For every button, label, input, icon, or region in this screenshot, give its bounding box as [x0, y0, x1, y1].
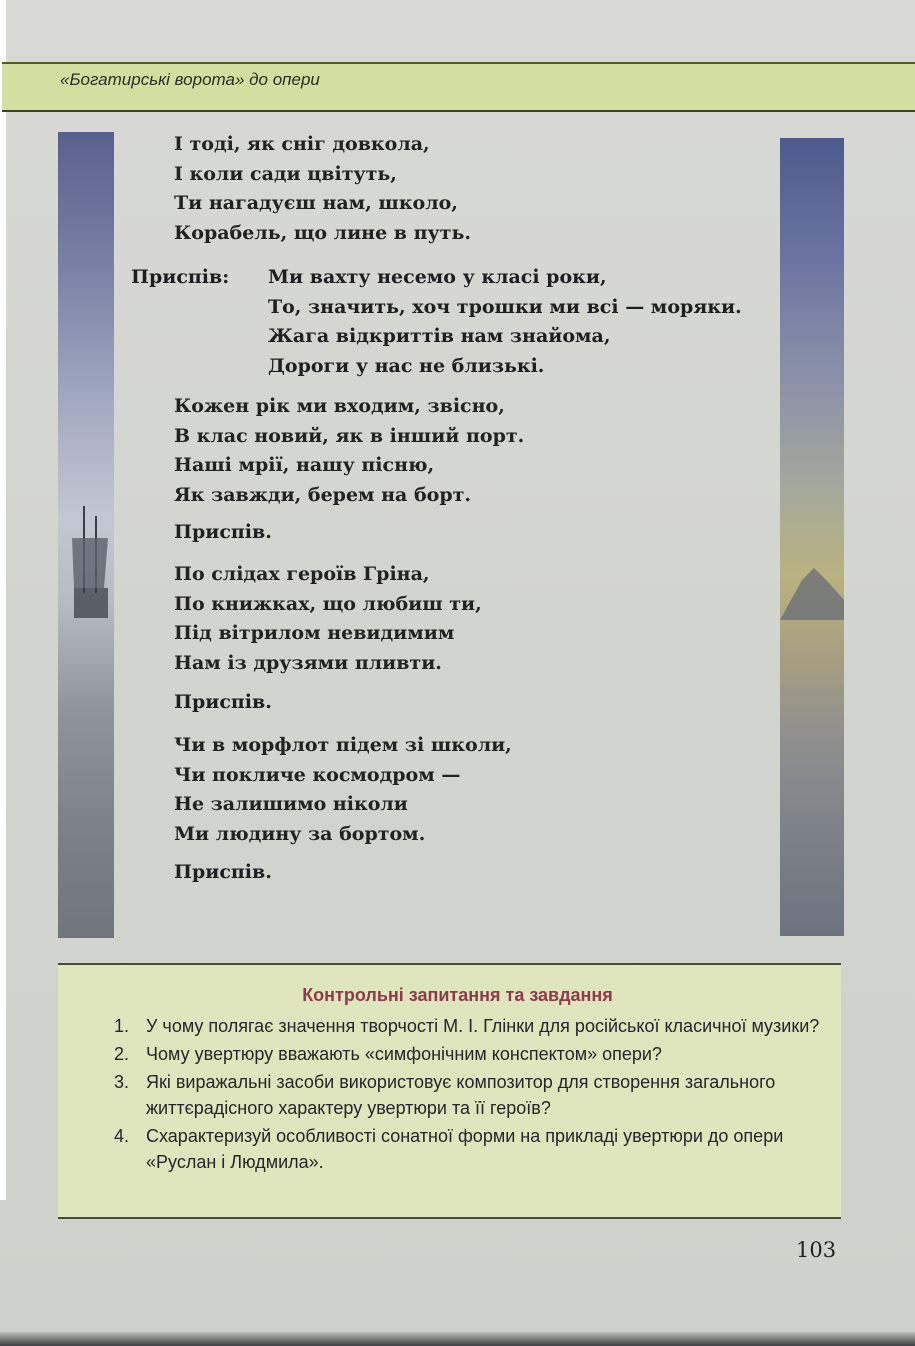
stanza-2: [174, 392, 524, 510]
chorus-reference: Приспів.: [174, 861, 272, 883]
question-item: [114, 1069, 824, 1121]
verse-line: І тоді, як сніг довкола,: [174, 133, 430, 155]
verse-line: Нам із друзями пливти.: [174, 651, 442, 674]
refrain: [268, 263, 742, 381]
verse-line: Чи в морфлот підем зі школи,: [174, 734, 512, 756]
verse-line: Ми людину за бортом.: [174, 822, 426, 845]
verse-line: Як завжди, берем на борт.: [174, 483, 472, 506]
page-number: 103: [796, 1238, 837, 1262]
painting-strip-right: [780, 138, 844, 936]
running-header: «Богатирські ворота» до опери: [60, 70, 320, 89]
question-item: [114, 1041, 824, 1067]
stanza-3: [174, 560, 482, 678]
verse-line: Чи покличе космодром —: [174, 763, 461, 786]
chorus-reference: Приспів.: [174, 691, 272, 713]
question-text: Чому увертюру вважають «симфонічним конспектом» опери?: [146, 1044, 662, 1064]
question-number: 3.: [114, 1072, 130, 1092]
question-number: 4.: [114, 1126, 130, 1146]
questions-list: [114, 1013, 824, 1177]
refrain-line: То, значить, хоч трошки ми всі — моряки.: [268, 295, 742, 318]
verse-line: І коли сади цвітуть,: [174, 162, 397, 185]
question-text: Які виражальні засоби використовує композитор для створення загального життєрадісного характеру увертюри та її героїв?: [146, 1072, 776, 1118]
questions-title: Контрольні запитання та завдання: [302, 985, 613, 1005]
refrain-label: Приспів:: [131, 266, 230, 288]
refrain-line: Дороги у нас не близькі.: [268, 354, 545, 377]
sailing-ship-icon: [64, 498, 112, 638]
stanza-4: [174, 731, 512, 849]
verse-line: Корабель, що лине в путь.: [174, 221, 471, 244]
stanza-1: [174, 130, 471, 248]
verse-line: По книжках, що любиш ти,: [174, 592, 482, 615]
chorus-reference: Приспів.: [174, 521, 272, 543]
verse-line: Ти нагадуєш нам, школо,: [174, 192, 458, 214]
refrain-line: Жага відкриттів нам знайома,: [268, 325, 611, 347]
verse-line: Наші мрії, нашу пісню,: [174, 454, 435, 476]
question-number: 2.: [114, 1044, 130, 1064]
refrain-line: Ми вахту несемо у класі роки,: [268, 266, 607, 288]
verse-line: По слідах героїв Гріна,: [174, 563, 430, 585]
verse-line: В клас новий, як в інший порт.: [174, 424, 525, 447]
question-text: У чому полягає значення творчості М. І. Глінки для російської класичної музики?: [146, 1016, 820, 1036]
question-item: [114, 1013, 824, 1039]
mountain-icon: [780, 560, 844, 620]
verse-line: Кожен рік ми входим, звісно,: [174, 395, 505, 417]
page-bottom-edge: [0, 1332, 915, 1346]
question-number: 1.: [114, 1016, 130, 1036]
verse-line: Під вітрилом невидимим: [174, 622, 455, 644]
page-edge: [0, 0, 6, 1200]
verse-line: Не залишимо ніколи: [174, 793, 408, 815]
question-item: [114, 1123, 824, 1175]
question-text: Схарактеризуй особливості сонатної форми на прикладі увертюри до опери «Руслан і Людмила».: [146, 1126, 784, 1172]
